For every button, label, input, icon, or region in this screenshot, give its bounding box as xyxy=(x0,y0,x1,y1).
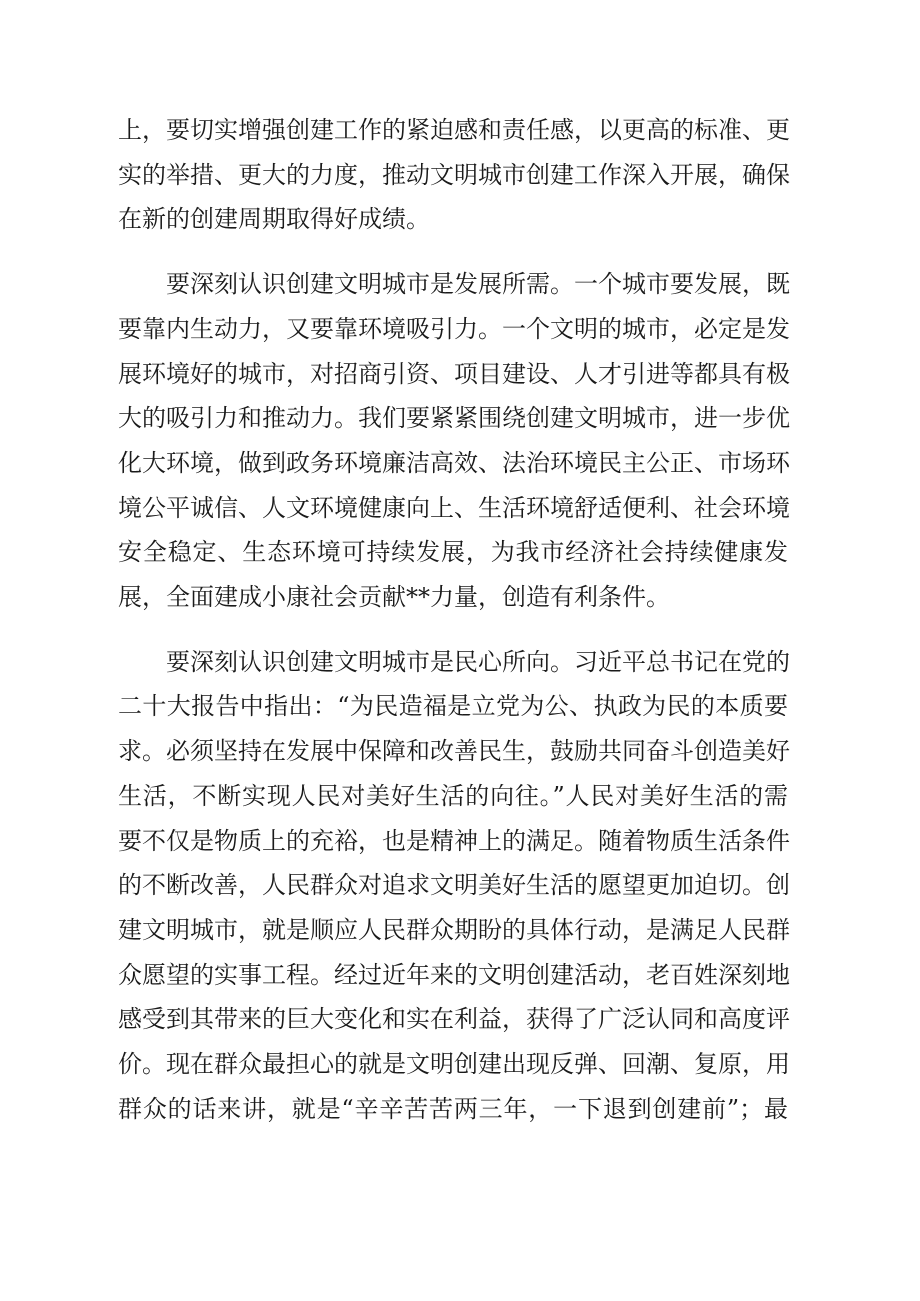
text-line: 要深刻认识创建文明城市是民心所向。习近平总书记在党的 xyxy=(166,647,790,676)
text-line: 群众的话来讲，就是“辛辛苦苦两三年，一下退到创建前”；最 xyxy=(118,1094,788,1123)
text-line: 价。现在群众最担心的就是文明创建出现反弹、回潮、复原，用 xyxy=(118,1050,790,1079)
text-line: 展环境好的城市，对招商引资、项目建设、人才引进等都具有极 xyxy=(118,359,790,388)
paragraph-2 xyxy=(118,262,788,620)
text-line: 上，要切实增强创建工作的紧迫感和责任感，以更高的标准、更 xyxy=(118,116,790,144)
document-body xyxy=(118,108,788,1151)
text-line: 实的举措、更大的力度，推动文明城市创建工作深入开展，确保 xyxy=(118,160,790,189)
text-line: 展，全面建成小康社会贡献**力量，创造有利条件。 xyxy=(118,583,670,612)
text-line: 要不仅是物质上的充裕，也是精神上的满足。随着物质生活条件 xyxy=(118,826,790,855)
text-line: 求。必须坚持在发展中保障和改善民生，鼓励共同奋斗创造美好 xyxy=(118,737,790,766)
paragraph-1 xyxy=(118,108,788,242)
text-line: 在新的创建周期取得好成绩。 xyxy=(118,205,430,234)
text-line: 生活，不断实现人民对美好生活的向往。”人民对美好生活的需 xyxy=(118,781,788,810)
text-line: 感受到其带来的巨大变化和实在利益，获得了广泛认同和高度评 xyxy=(118,1005,790,1034)
text-line: 要靠内生动力，又要靠环境吸引力。一个文明的城市，必定是发 xyxy=(118,314,790,343)
text-line: 安全稳定、生态环境可持续发展，为我市经济社会持续健康发 xyxy=(118,538,788,567)
text-line: 大的吸引力和推动力。我们要紧紧围绕创建文明城市，进一步优 xyxy=(118,404,790,433)
text-line: 建文明城市，就是顺应人民群众期盼的具体行动，是满足人民群 xyxy=(118,915,790,944)
text-line: 要深刻认识创建文明城市是发展所需。一个城市要发展，既 xyxy=(166,270,790,299)
text-line: 众愿望的实事工程。经过近年来的文明创建活动，老百姓深刻地 xyxy=(118,960,790,989)
text-line: 化大环境，做到政务环境廉洁高效、法治环境民主公正、市场环 xyxy=(118,448,790,477)
text-line: 境公平诚信、人文环境健康向上、生活环境舒适便利、社会环境 xyxy=(118,493,790,522)
text-line: 的不断改善，人民群众对追求文明美好生活的愿望更加迫切。创 xyxy=(118,871,790,900)
text-line: 二十大报告中指出：“为民造福是立党为公、执政为民的本质要 xyxy=(118,692,788,721)
paragraph-3 xyxy=(118,640,788,1132)
